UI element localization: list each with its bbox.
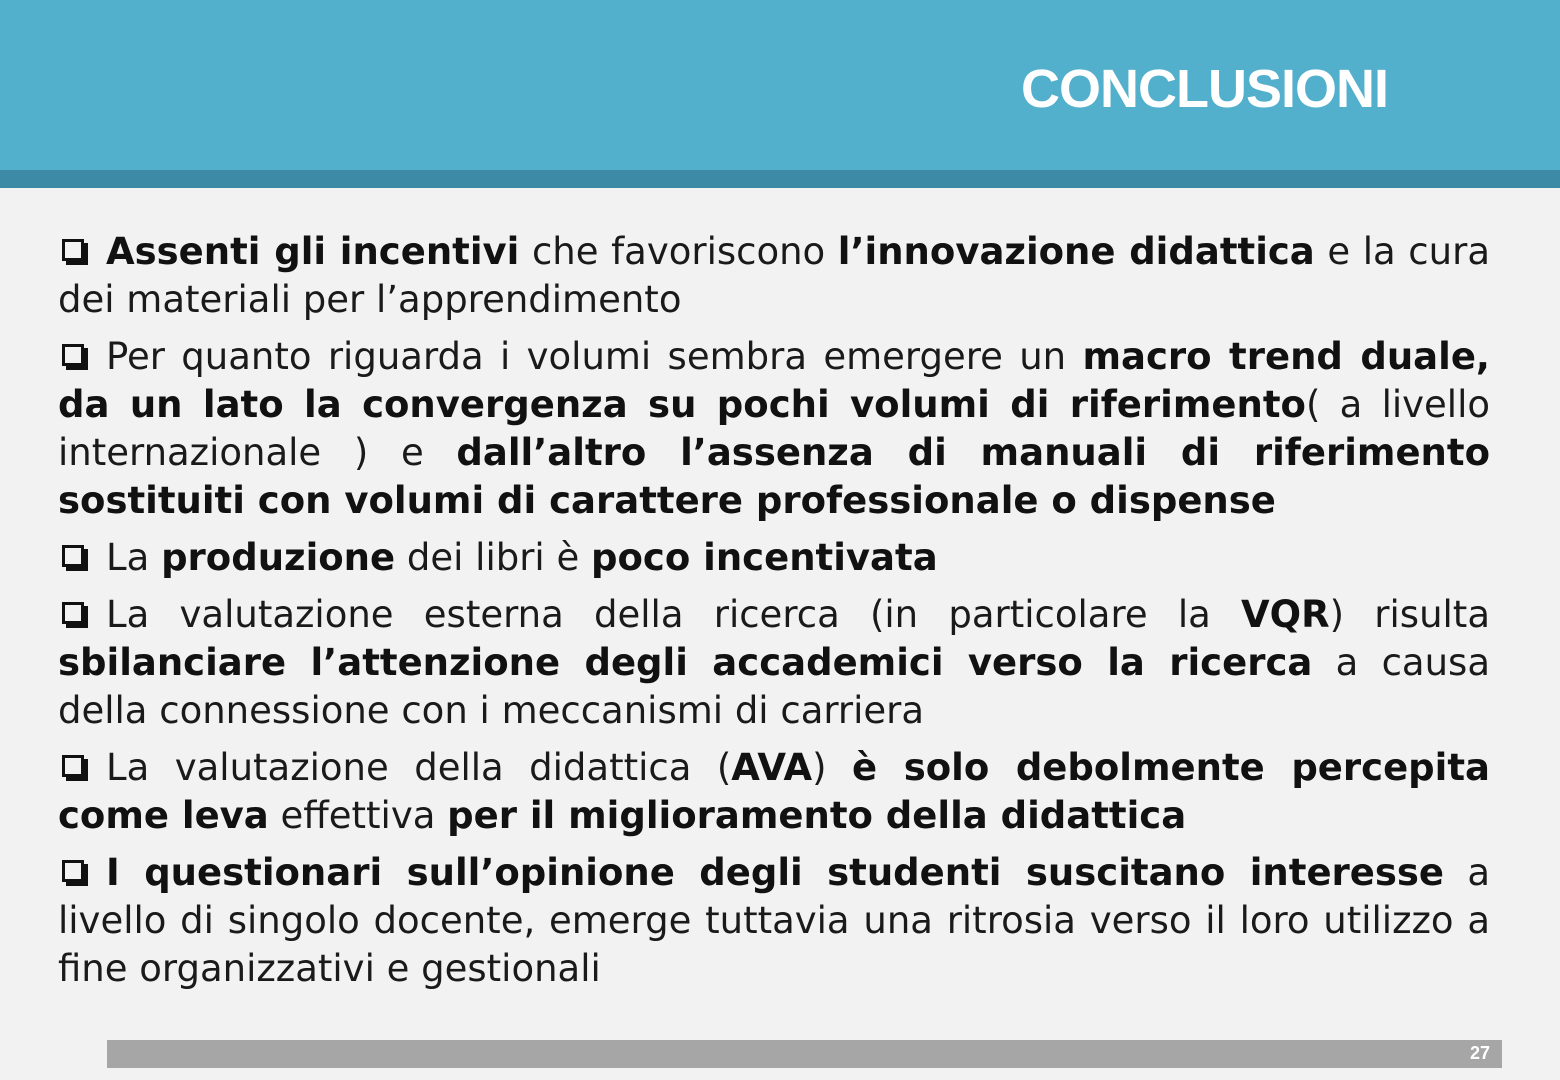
checkbox-icon: [62, 344, 84, 366]
bullet-text: La: [106, 536, 162, 579]
bullet-text: ) risulta: [1329, 593, 1490, 636]
checkbox-icon: [62, 860, 84, 882]
bullet-list: [58, 228, 1490, 1008]
bullet-text: La valutazione esterna della ricerca (in particolare la: [106, 593, 1242, 636]
bullet-text-bold: per il miglioramento della didattica: [447, 794, 1187, 837]
bullet-item: [58, 591, 1490, 735]
bullet-text-bold: Assenti gli incentivi: [106, 230, 520, 273]
header-band: [0, 170, 1560, 188]
bullet-text-bold: sbilanciare l’attenzione degli accademici verso la ricerca: [58, 641, 1313, 684]
bullet-text-bold: macro trend duale, da un lato la convergenza su pochi volumi di riferimento: [58, 335, 1490, 426]
bullet-text-bold: AVA: [731, 746, 813, 789]
bullet-text: a causa della connessione con i meccanismi di carriera: [58, 641, 1490, 732]
bullet-item: [58, 333, 1490, 525]
bullet-text-bold: poco incentivata: [591, 536, 938, 579]
bullet-text-bold: VQR: [1241, 593, 1330, 636]
bullet-text: Per quanto riguarda i volumi sembra emergere un: [106, 335, 1083, 378]
bullet-text-bold: produzione: [161, 536, 396, 579]
bullet-text-bold: I questionari sull’opinione degli studenti suscitano interesse: [106, 851, 1445, 894]
bullet-text: ( a livello internazionale ) e: [58, 383, 1490, 474]
bullet-text-bold: l’innovazione didattica: [837, 230, 1315, 273]
bullet-text-bold: è solo debolmente percepita come leva: [58, 746, 1490, 837]
bullet-item: [58, 534, 1490, 582]
bullet-text: dei libri è: [395, 536, 592, 579]
checkbox-icon: [62, 755, 84, 777]
bullet-text-bold: dall’altro l’assenza di manuali di riferimento sostituiti con volumi di carattere professionale o dispense: [58, 431, 1490, 522]
bullet-text: La valutazione della didattica (: [106, 746, 732, 789]
footer-bar: [107, 1040, 1502, 1068]
bullet-item: [58, 228, 1490, 324]
bullet-text: e la cura dei materiali per l’apprendimento: [58, 230, 1490, 321]
bullet-text: che favoriscono: [519, 230, 838, 273]
checkbox-icon: [62, 545, 84, 567]
checkbox-icon: [62, 239, 84, 261]
bullet-item: [58, 849, 1490, 993]
page-number: 27: [1469, 1043, 1490, 1063]
slide-header: [0, 0, 1560, 170]
checkbox-icon: [62, 602, 84, 624]
bullet-item: [58, 744, 1490, 840]
bullet-text: a livello di singolo docente, emerge tuttavia una ritrosia verso il loro utilizzo a fine organizzativi e gestionali: [58, 851, 1490, 990]
bullet-text: effettiva: [268, 794, 448, 837]
bullet-text: ): [812, 746, 853, 789]
slide-title: CONCLUSIONI: [1021, 59, 1388, 119]
